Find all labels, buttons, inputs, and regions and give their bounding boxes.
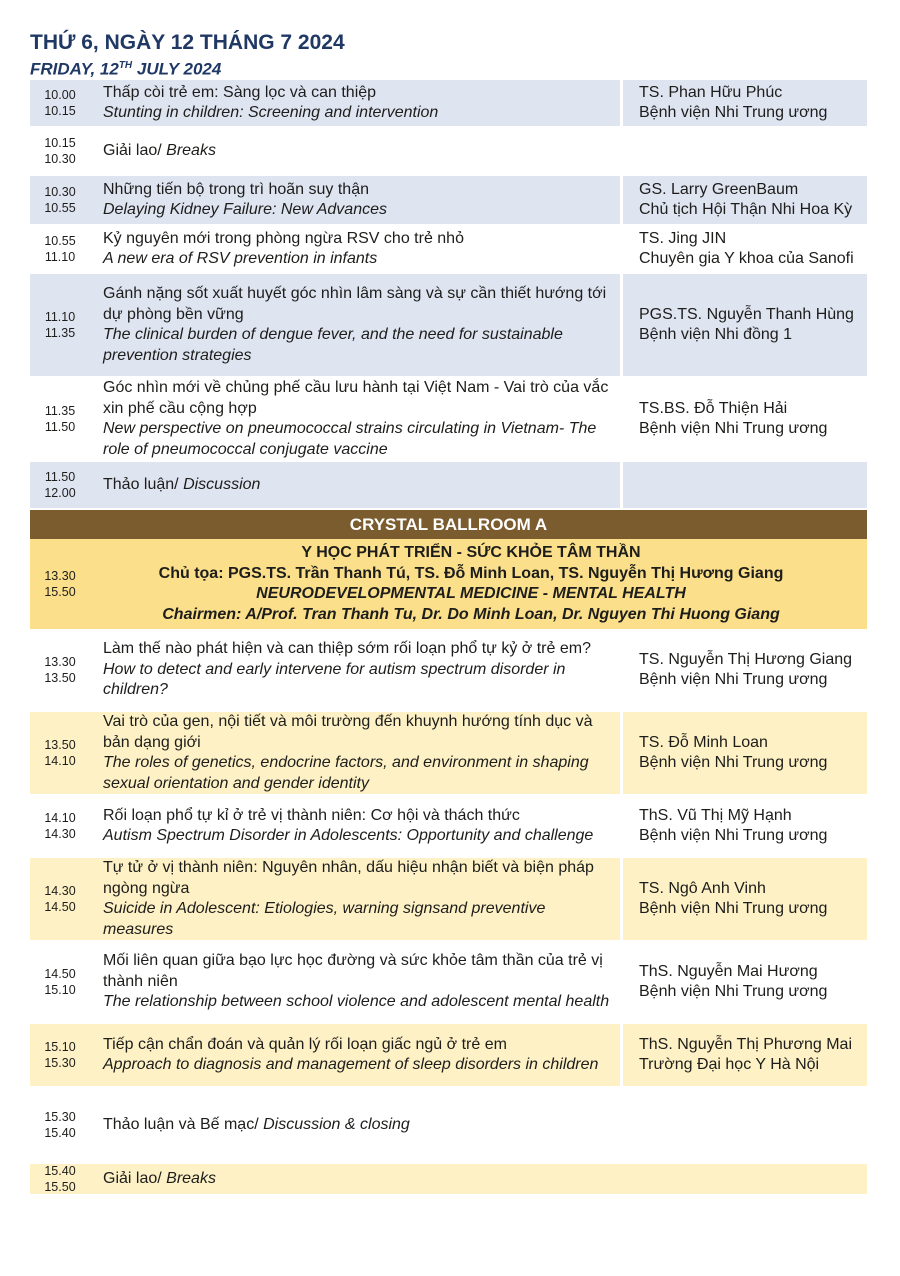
table-row: [30, 1087, 867, 1163]
time-slot: 11.35 11.50: [44, 404, 76, 434]
speaker: TS. Phan Hữu Phúc Bệnh viện Nhi Trung ương: [639, 83, 828, 121]
table-row: [30, 941, 867, 1023]
time-slot: 11.10 11.35: [44, 310, 76, 340]
topic: Thảo luận và Bế mạc/ Discussion & closing: [103, 1115, 410, 1133]
topic: Giải lao/ Breaks: [103, 141, 216, 159]
table-row: [30, 176, 867, 224]
time-slot: 10.55 11.10: [44, 234, 76, 264]
topic: Làm thế nào phát hiện và can thiệp sớm rối loạn phổ tự kỷ ở trẻ em? How to detect and early intervene for autism spectrum disorder in children?: [103, 640, 591, 699]
topic: Những tiến bộ trong trì hoãn suy thận Delaying Kidney Failure: New Advances: [103, 180, 387, 218]
time-slot: 14.30 14.50: [44, 884, 76, 914]
time-slot: 15.40 15.50: [44, 1164, 76, 1194]
table-row: [30, 225, 867, 273]
table-row: [30, 629, 867, 711]
speaker: TS. Jing JIN Chuyên gia Y khoa của Sanofi: [639, 229, 854, 267]
table-row: [30, 1024, 867, 1086]
table-row: [30, 80, 867, 126]
table-row: [30, 858, 867, 940]
page-header: [30, 30, 345, 80]
topic: Tự tử ở vị thành niên: Nguyên nhân, dấu hiệu nhận biết và biện pháp ngòng ngừa Suicide in Adolescent: Etiologies, warning signsand preventive measures: [103, 859, 594, 938]
schedule-table: [30, 80, 867, 1195]
time-slot: 13.30 15.50: [44, 569, 76, 599]
table-row: [30, 127, 867, 175]
table-row: [30, 274, 867, 376]
speaker: TS. Ngô Anh Vinh Bệnh viện Nhi Trung ương: [639, 879, 828, 917]
topic: Vai trò của gen, nội tiết và môi trường đến khuynh hướng tính dục và bản dạng giới The roles of genetics, endocrine factors, and environment in shaping sexual orientation and gender identity: [103, 713, 593, 792]
table-row: [30, 712, 867, 794]
topic: Rối loạn phổ tự kỉ ở trẻ vị thành niên: Cơ hội và thách thức Autism Spectrum Disorder in Adolescents: Opportunity and challenge: [103, 806, 594, 844]
topic: Thảo luận/ Discussion: [103, 475, 261, 493]
page-subtitle: [30, 56, 345, 80]
table-row: [30, 462, 867, 508]
time-slot: 13.30 13.50: [44, 655, 76, 685]
table-row: [30, 1164, 867, 1194]
topic: Mối liên quan giữa bạo lực học đường và sức khỏe tâm thần của trẻ vị thành niên The relationship between school violence and adolescent mental health: [103, 952, 610, 1011]
speaker: TS.BS. Đỗ Thiện Hải Bệnh viện Nhi Trung ương: [639, 399, 828, 437]
session-title: Y HỌC PHÁT TRIỂN - SỨC KHỎE TÂM THẦN Chủ tọa: PGS.TS. Trần Thanh Tú, TS. Đỗ Minh Loan, TS. Nguyễn Thị Hương Giang NEURODEVELOPMENTAL MEDICINE - MENTAL HEALTH Chairmen: A/Prof. Tran Thanh Tu, Dr. Do Minh Loan, Dr. Nguyen Thi Huong Giang: [158, 544, 784, 623]
subtitle-prefix: FRIDAY, 12: [30, 59, 119, 79]
page-title: THỨ 6, NGÀY 12 THÁNG 7 2024: [30, 31, 345, 54]
speaker: PGS.TS. Nguyễn Thanh Hùng Bệnh viện Nhi đồng 1: [639, 305, 854, 343]
speaker: GS. Larry GreenBaum Chủ tịch Hội Thận Nhi Hoa Kỳ: [639, 180, 853, 218]
speaker: TS. Nguyễn Thị Hương Giang Bệnh viện Nhi Trung ương: [639, 650, 853, 688]
speaker: TS. Đỗ Minh Loan Bệnh viện Nhi Trung ương: [639, 733, 828, 771]
topic: Giải lao/ Breaks: [103, 1169, 216, 1187]
time-slot: 15.10 15.30: [44, 1040, 76, 1070]
speaker: ThS. Vũ Thị Mỹ Hạnh Bệnh viện Nhi Trung ương: [639, 806, 828, 844]
time-slot: 10.30 10.55: [44, 185, 76, 215]
topic: Kỷ nguyên mới trong phòng ngừa RSV cho trẻ nhỏ A new era of RSV prevention in infants: [103, 229, 464, 267]
speaker: ThS. Nguyễn Mai Hương Bệnh viện Nhi Trung ương: [639, 962, 828, 1000]
speaker: ThS. Nguyễn Thị Phương Mai Trường Đại học Y Hà Nội: [639, 1035, 853, 1073]
time-slot: 14.10 14.30: [44, 811, 76, 841]
topic: Thấp còi trẻ em: Sàng lọc và can thiệp Stunting in children: Screening and intervention: [103, 83, 439, 121]
subtitle-suffix: JULY 2024: [132, 59, 222, 79]
time-slot: 13.50 14.10: [44, 738, 76, 768]
time-slot: 11.50 12.00: [44, 470, 76, 500]
room-header: CRYSTAL BALLROOM A: [30, 510, 867, 539]
time-slot: 14.50 15.10: [44, 967, 76, 997]
time-slot: 10.00 10.15: [44, 88, 76, 118]
topic: Gánh nặng sốt xuất huyết góc nhìn lâm sàng và sự cần thiết hướng tới dự phòng bền vững The clinical burden of dengue fever, and the need for sustainable prevention strategies: [103, 285, 607, 364]
topic: Tiếp cận chẩn đoán và quản lý rối loạn giấc ngủ ở trẻ em Approach to diagnosis and management of sleep disorders in children: [103, 1035, 599, 1073]
time-slot: 10.15 10.30: [44, 136, 76, 166]
subtitle-ordinal: TH: [118, 60, 133, 71]
session-header: [30, 539, 867, 629]
table-row: [30, 377, 867, 461]
topic: Góc nhìn mới về chủng phế cầu lưu hành tại Việt Nam - Vai trò của vắc xin phế cầu cộng hợp New perspective on pneumococcal strains circulating in Vietnam- The role of pneumococcal conjugate vaccine: [103, 379, 609, 458]
time-slot: 15.30 15.40: [44, 1110, 76, 1140]
table-row: [30, 795, 867, 857]
